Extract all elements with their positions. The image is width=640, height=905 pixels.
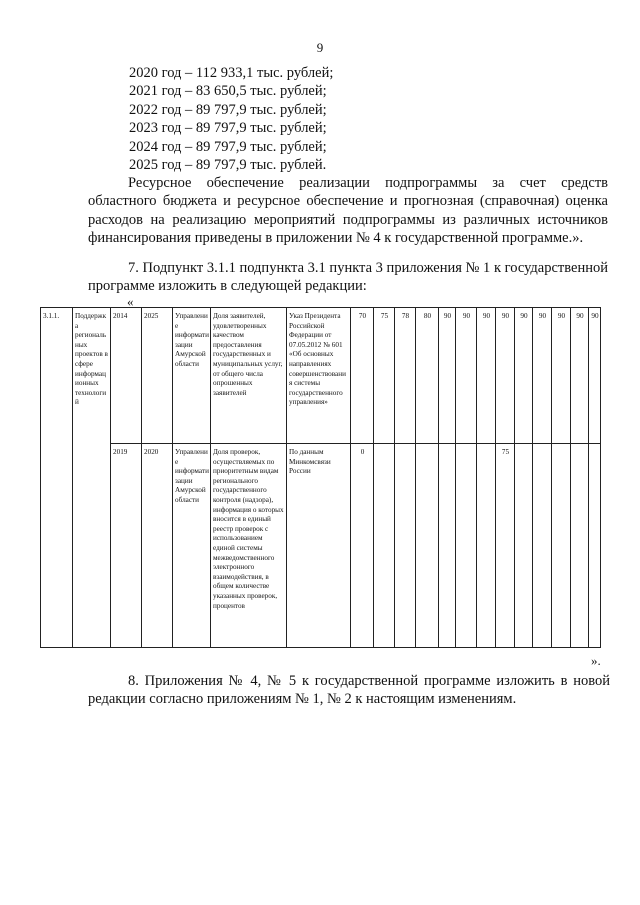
value-cell: 90 [477, 308, 496, 444]
measure-name: Поддержка региональных проектов в сфере информационных технологий [73, 308, 111, 648]
start-year: 2019 [111, 444, 142, 648]
table-row [41, 444, 601, 648]
value-cell [395, 444, 416, 648]
value-cell: 90 [533, 308, 552, 444]
start-year: 2014 [111, 308, 142, 444]
value-cell [589, 444, 601, 648]
indicator: Доля заявителей, удовлетворенных качеством предоставления государственных и муниципальных услуг, от общего числа опрошенных заявителей [211, 308, 287, 444]
budget-year-2020: 2020 год – 112 933,1 тыс. рублей; [129, 65, 334, 81]
value-cell [515, 444, 533, 648]
value-cell: 90 [571, 308, 589, 444]
value-cell: 90 [456, 308, 477, 444]
table-row [41, 308, 601, 444]
source: По данным Минкомсвязи России [287, 444, 351, 648]
value-cell: 90 [552, 308, 571, 444]
executor: Управление информатизации Амурской области [173, 308, 211, 444]
budget-by-year-list [129, 64, 333, 174]
open-quote: « [127, 294, 134, 309]
value-cell [374, 444, 395, 648]
budget-year-2025: 2025 год – 89 797,9 тыс. рублей. [129, 157, 327, 174]
value-cell: 0 [351, 444, 374, 648]
value-cell [416, 444, 439, 648]
value-cell: 70 [351, 308, 374, 444]
value-cell: 78 [395, 308, 416, 444]
resource-paragraph: Ресурсное обеспечение реализации подпрограммы за счет средств областного бюджета и ресурсное обеспечение и прогнозная (справочная) оценка расходов на реализацию мероприятий подпрограммы из различных источников финансирования приведены в приложении № 4 к государственной программе.». [88, 175, 608, 247]
value-cell [533, 444, 552, 648]
page-number: 9 [316, 40, 324, 55]
value-cell [456, 444, 477, 648]
close-quote: ». [591, 653, 601, 668]
value-cell [477, 444, 496, 648]
value-cell: 75 [374, 308, 395, 444]
value-cell [571, 444, 589, 648]
indicator: Доля проверок, осуществляемых по приоритетным видам регионального государственного контроля (надзора), информация о которых вносится в единый реестр проверок с использованием единой системы межведомственного электронного взаимодействия, в общем количестве указанных проверок, процентов [211, 444, 287, 648]
budget-year-2024: 2024 год – 89 797,9 тыс. рублей; [129, 138, 327, 155]
value-cell: 75 [496, 444, 515, 648]
budget-year-2023: 2023 год – 89 797,9 тыс. рублей; [129, 120, 327, 137]
budget-year-2021: 2021 год – 83 650,5 тыс. рублей; [129, 83, 327, 100]
value-cell: 90 [439, 308, 456, 444]
item7-paragraph: 7. Подпункт 3.1.1 подпункта 3.1 пункта 3 приложения № 1 к государственной программе изложить в следующей редакции: [88, 260, 608, 295]
value-cell: 90 [589, 308, 601, 444]
value-cell [439, 444, 456, 648]
executor: Управление информатизации Амурской области [173, 444, 211, 648]
value-cell [552, 444, 571, 648]
end-year: 2020 [142, 444, 173, 648]
measure-number: 3.1.1. [41, 308, 73, 648]
subprogram-table [40, 307, 601, 648]
value-cell: 80 [416, 308, 439, 444]
value-cell: 90 [496, 308, 515, 444]
item8-paragraph: 8. Приложения № 4, № 5 к государственной программе изложить в новой редакции согласно приложениям № 1, № 2 к настоящим изменениям. [88, 673, 610, 708]
source: Указ Президента Российской Федерации от 07.05.2012 № 601 «Об основных направлениях совершенствования системы государственного управления» [287, 308, 351, 444]
value-cell: 90 [515, 308, 533, 444]
end-year: 2025 [142, 308, 173, 444]
budget-year-2022: 2022 год – 89 797,9 тыс. рублей; [129, 101, 327, 118]
